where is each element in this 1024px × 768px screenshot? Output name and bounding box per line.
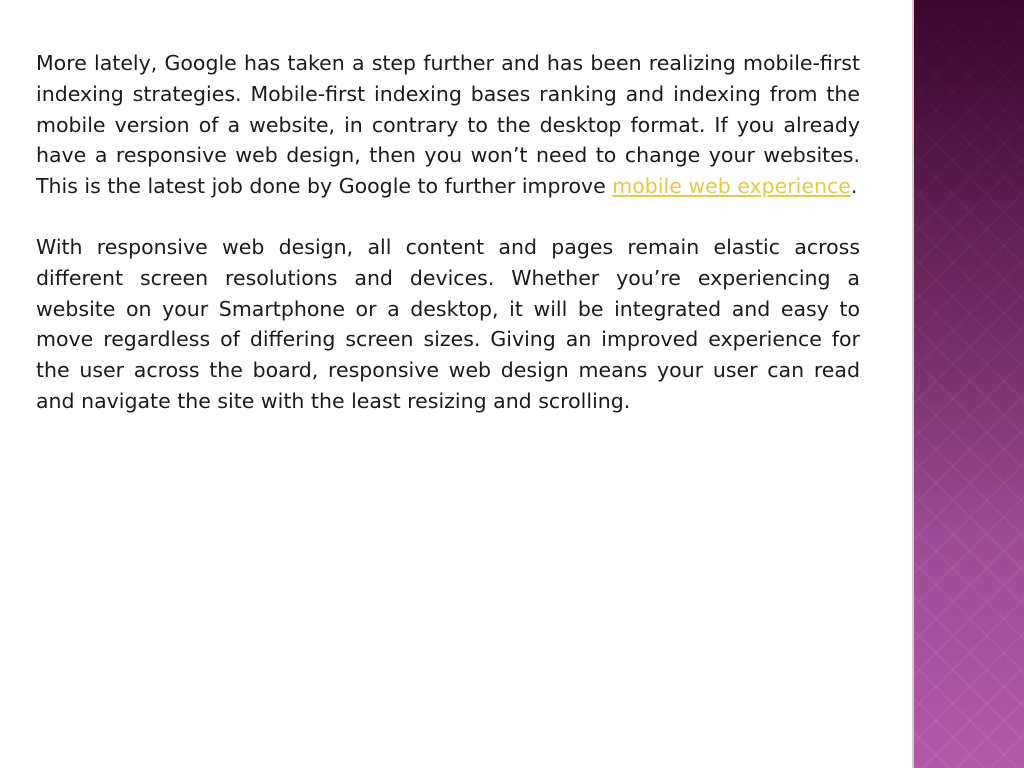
- paragraph-mobile-first-text: More lately, Google has taken a step further and has been realizing mobile-first indexing strategies. Mobile-first indexing bases ranking and indexing from the mobile version of a website, in contrary to the desktop format. If you already have a responsive web design, then you won’t need to change your websites. This is the latest job done by Google to further improve: [36, 51, 860, 199]
- mobile-web-experience-link[interactable]: mobile web experience: [612, 174, 851, 199]
- paragraph-mobile-first-end: .: [850, 174, 858, 199]
- paragraph-responsive-design: With responsive web design, all content and pages remain elastic across different screen resolutions and devices. Whether you’re experiencing a website on your Smartphone or a desktop, it will be integrated and easy to move regardless of differing screen sizes. Giving an improved experience for the user across the board, responsive web design means your user can read and navigate the site with the least resizing and scrolling.: [36, 234, 860, 413]
- decorative-sidebar: [912, 0, 1024, 768]
- slide-body: [36, 48, 860, 417]
- paragraph-mobile-first: [36, 48, 860, 202]
